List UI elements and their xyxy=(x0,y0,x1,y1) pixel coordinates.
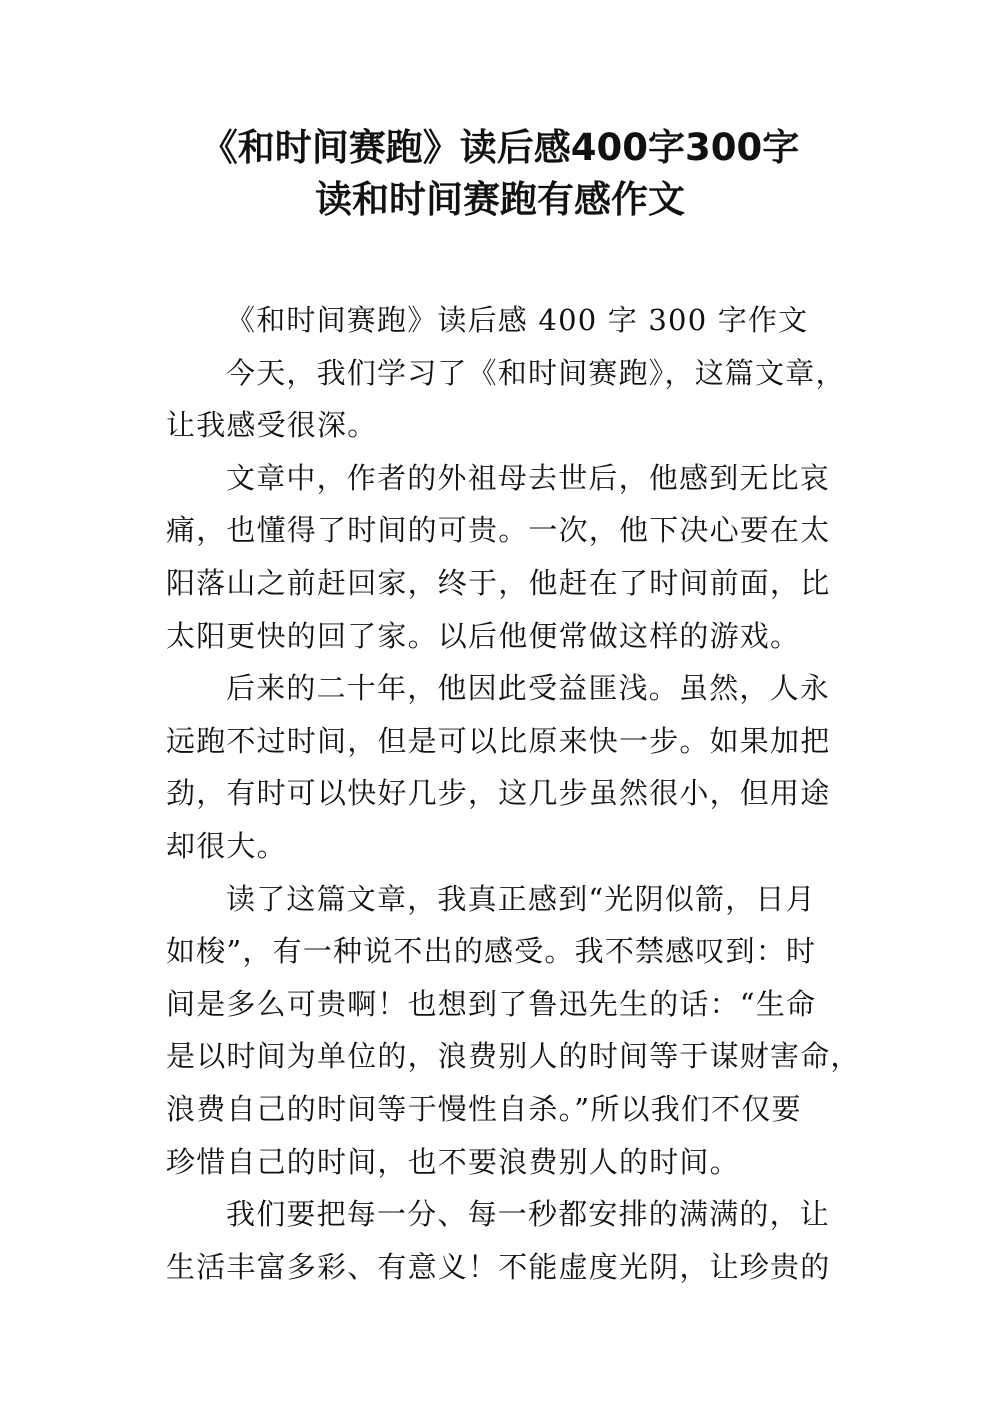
paragraph-line: 如梭”，有一种说不出的感受。我不禁感叹到：时 xyxy=(166,934,817,969)
paragraph-3 xyxy=(166,662,836,872)
paragraph-line: 珍惜自己的时间，也不要浪费别人的时间。 xyxy=(166,1144,740,1179)
paragraph-1 xyxy=(166,347,846,452)
title-line-1: 《和时间赛跑》读后感400字300字 xyxy=(200,126,800,169)
paragraph-line: 是以时间为单位的，浪费别人的时间等于谋财害命， xyxy=(166,1039,861,1074)
document-body xyxy=(166,294,861,1293)
paragraph-line: 远跑不过时间，但是可以比原来快一步。如果加把 xyxy=(166,723,831,758)
paragraph-line: 让我感受很深。 xyxy=(166,408,378,443)
paragraph-line: 劲，有时可以快好几步，这几步虽然很小，但用途 xyxy=(166,776,831,811)
paragraph-line: 浪费自己的时间等于慢性自杀。”所以我们不仅要 xyxy=(166,1091,802,1126)
paragraph-line: 今天，我们学习了《和时间赛跑》，这篇文章， xyxy=(226,355,846,390)
paragraph-line: 间是多么可贵啊！也想到了鲁迅先生的话：“生命 xyxy=(166,986,817,1021)
document-title xyxy=(100,122,900,226)
paragraph-line: 阳落山之前赶回家，终于，他赶在了时间前面，比 xyxy=(166,565,831,600)
paragraph-line: 却很大。 xyxy=(166,828,287,863)
paragraph-line: 后来的二十年，他因此受益匪浅。虽然，人永 xyxy=(226,671,831,706)
paragraph-line: 读了这篇文章，我真正感到“光阴似箭，日月 xyxy=(226,881,816,916)
paragraph-4 xyxy=(166,873,861,1189)
paragraph-line: 痛，也懂得了时间的可贵。一次，他下决心要在太 xyxy=(166,513,831,548)
paragraph-line: 文章中，作者的外祖母去世后，他感到无比哀 xyxy=(226,460,831,495)
paragraph-2 xyxy=(166,452,836,662)
paragraph-line: 生活丰富多彩、有意义！不能虚度光阴，让珍贵的 xyxy=(166,1249,831,1284)
paragraph-subtitle xyxy=(166,294,836,347)
paragraph-line: 《和时间赛跑》读后感 400 字 300 字作文 xyxy=(226,303,809,337)
title-line-2: 读和时间赛跑有感作文 xyxy=(315,178,685,221)
paragraph-5 xyxy=(166,1188,836,1293)
paragraph-line: 太阳更快的回了家。以后他便常做这样的游戏。 xyxy=(166,618,801,653)
paragraph-line: 我们要把每一分、每一秒都安排的满满的，让 xyxy=(226,1197,831,1232)
